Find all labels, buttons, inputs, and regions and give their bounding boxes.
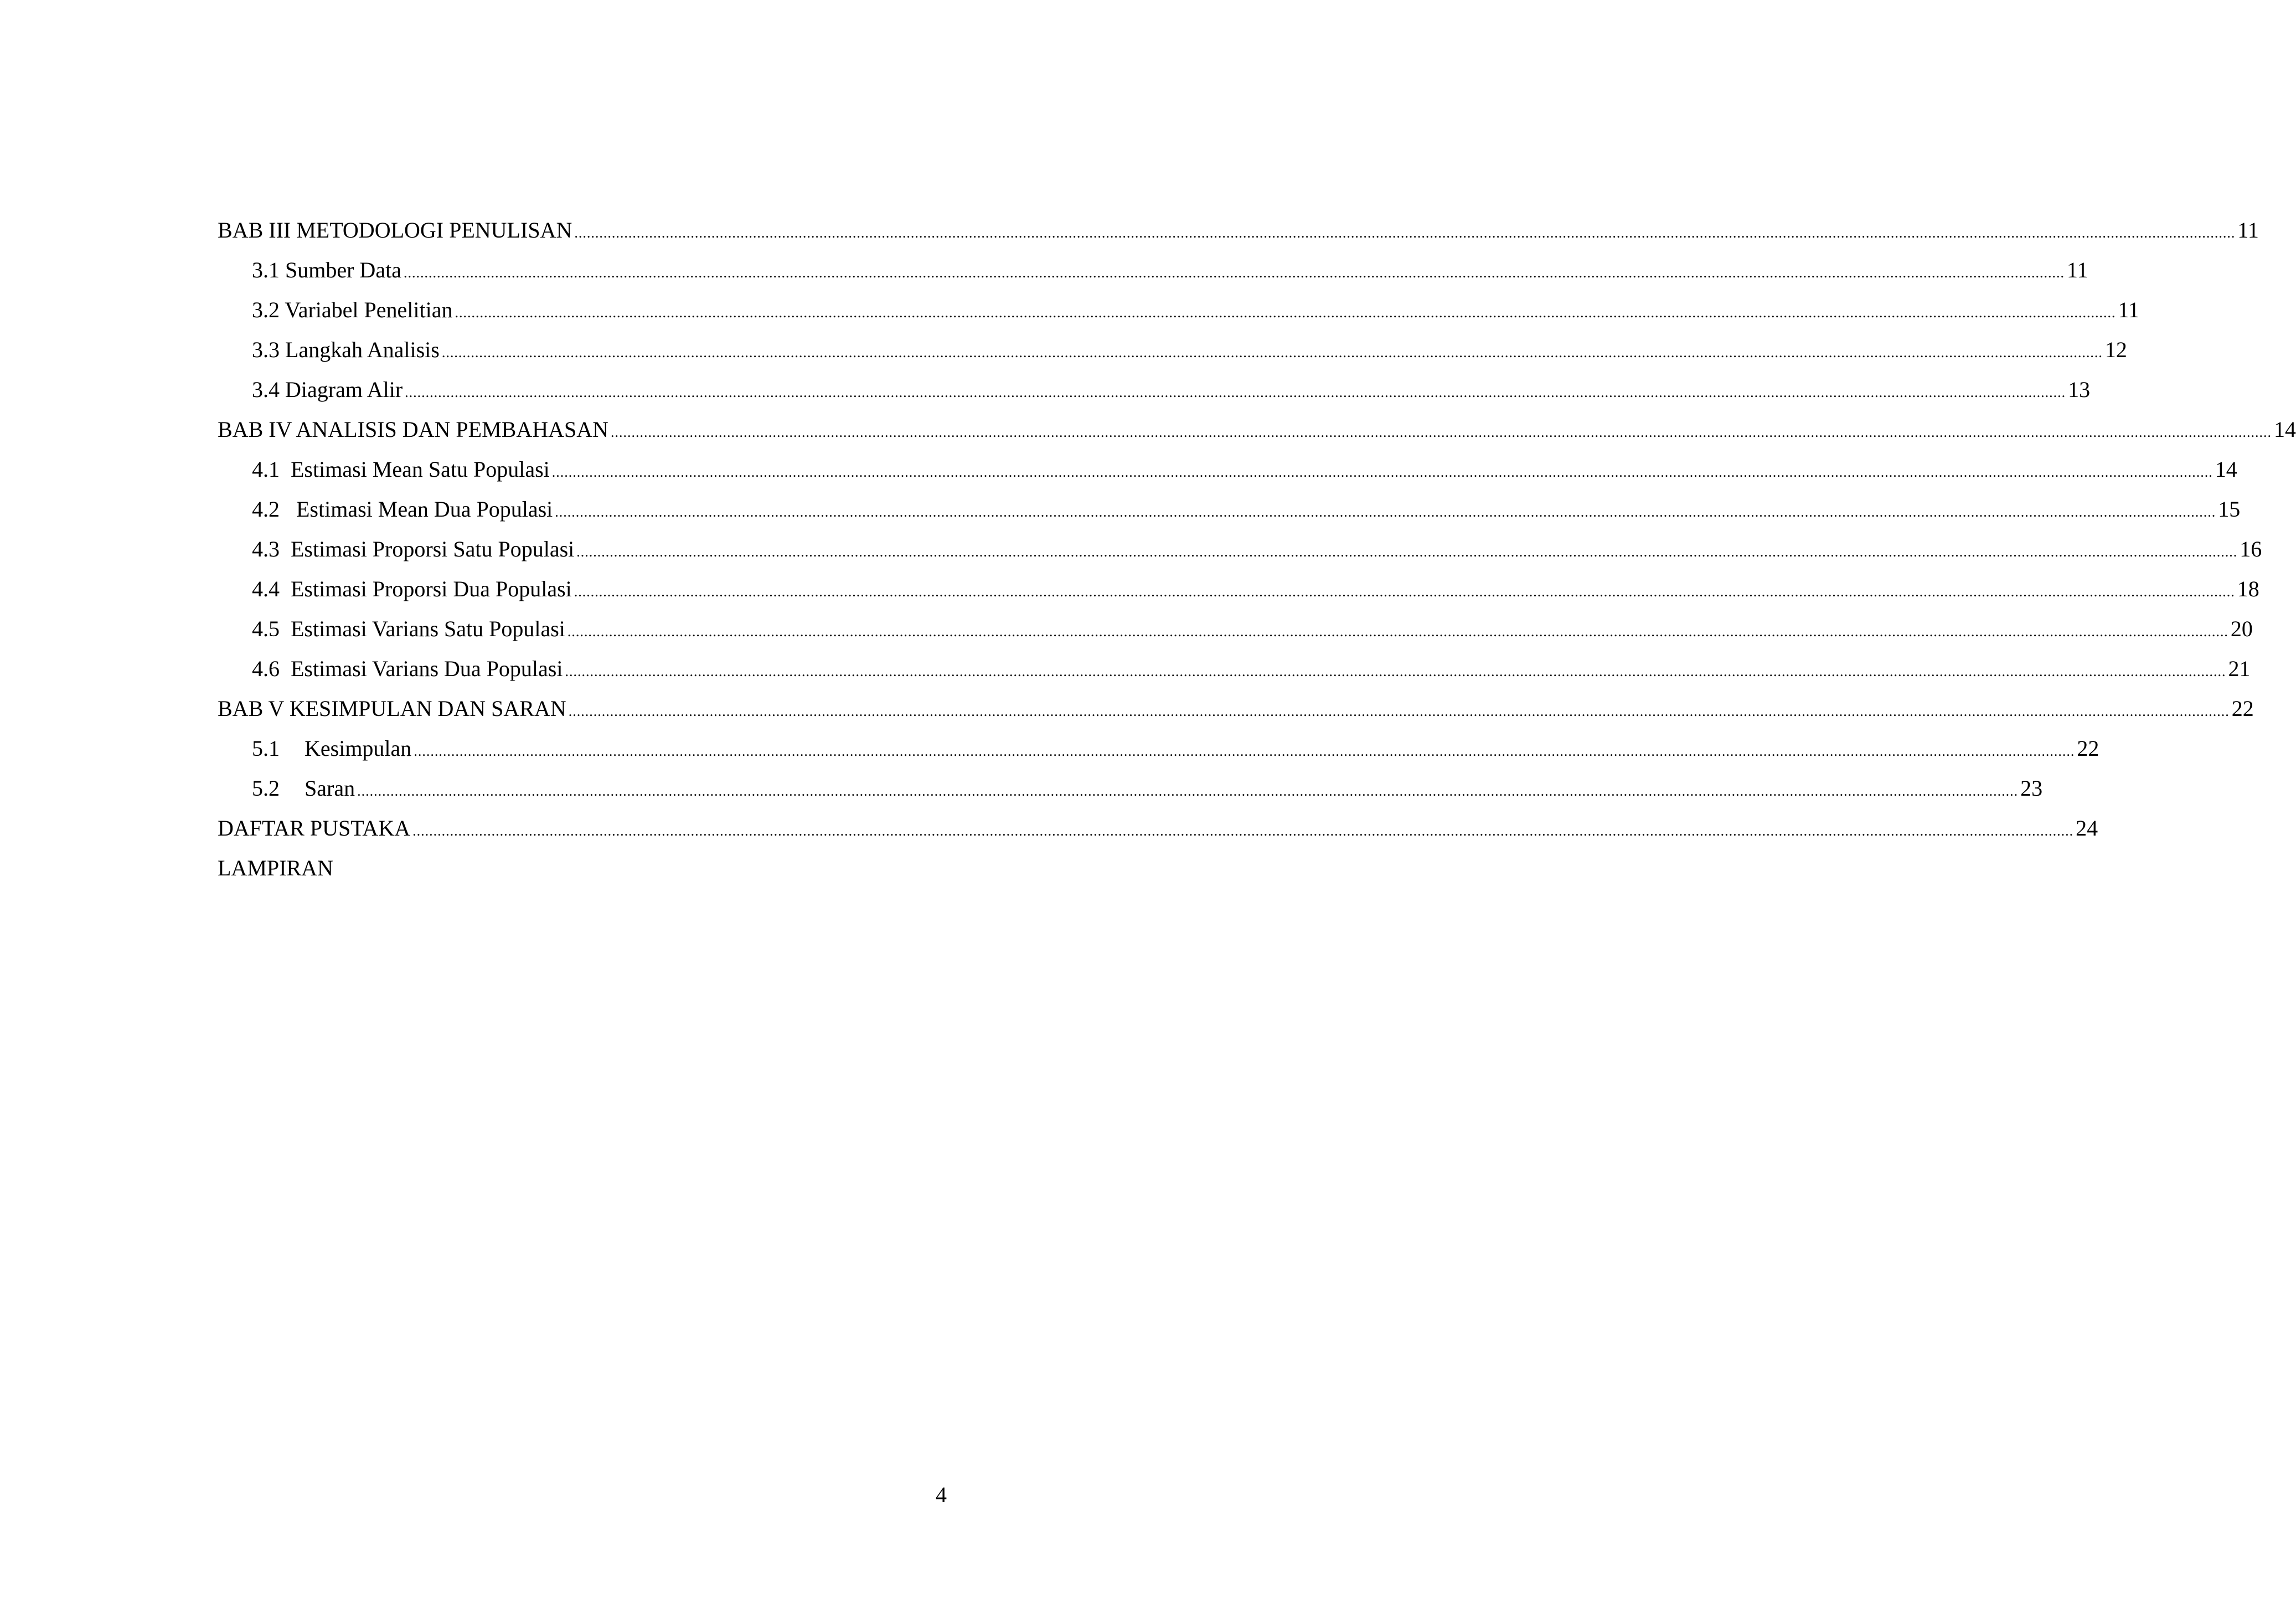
toc-entry-title: Estimasi Proporsi Dua Populasi: [291, 576, 572, 601]
dot-leader: ................................................................................................................................................................................................................................................................................................................................................................................................................: [565, 663, 2226, 679]
toc-entry-page: 13: [2068, 377, 2091, 402]
dot-leader: ................................................................................................................................................................................................................................................................................................................................................................................................................: [414, 743, 2075, 759]
toc-entry-bab-5[interactable]: [218, 692, 2254, 725]
dot-leader: ................................................................................................................................................................................................................................................................................................................................................................................................................: [412, 823, 2074, 839]
toc-entry-4-1[interactable]: [252, 453, 2237, 486]
toc-entry-number: 4.6: [252, 656, 280, 681]
toc-entry-number: 4.3: [252, 537, 280, 561]
toc-entry-page: 11: [2066, 257, 2088, 282]
toc-entry-page: 22: [2231, 696, 2254, 721]
dot-leader: ................................................................................................................................................................................................................................................................................................................................................................................................................: [574, 225, 2236, 241]
toc-entry-number: 4.2: [252, 497, 280, 522]
toc-entry-label: 3.4 Diagram Alir: [252, 377, 403, 402]
dot-leader: ................................................................................................................................................................................................................................................................................................................................................................................................................: [405, 384, 2066, 400]
toc-entry-page: 22: [2077, 736, 2099, 761]
dot-leader: ................................................................................................................................................................................................................................................................................................................................................................................................................: [455, 305, 2116, 321]
toc-entry-label: DAFTAR PUSTAKA: [218, 816, 411, 841]
toc-entry-label: [252, 533, 574, 566]
toc-entry-label: 3.3 Langkah Analisis: [252, 337, 440, 362]
dot-leader: ................................................................................................................................................................................................................................................................................................................................................................................................................: [555, 504, 2216, 520]
toc-entry-label: BAB V KESIMPULAN DAN SARAN: [218, 696, 566, 721]
toc-entry-lampiran[interactable]: [218, 852, 959, 885]
toc-entry-label: [252, 453, 550, 486]
toc-entry-title: Kesimpulan: [305, 736, 412, 761]
dot-leader: ................................................................................................................................................................................................................................................................................................................................................................................................................: [568, 703, 2230, 719]
toc-entry-label: 3.1 Sumber Data: [252, 257, 401, 282]
toc-entry-3-2[interactable]: [252, 293, 2140, 327]
toc-entry-page: 24: [2076, 816, 2098, 841]
toc-entry-number: 5.2: [252, 776, 280, 801]
toc-entry-label: [252, 772, 355, 805]
toc-entry-4-6[interactable]: [252, 652, 2251, 685]
toc-entry-3-4[interactable]: [252, 373, 2091, 406]
toc-entry-page: 15: [2218, 497, 2241, 522]
toc-entry-5-2[interactable]: [252, 772, 2043, 805]
toc-entry-3-3[interactable]: [252, 333, 2127, 367]
toc-entry-3-1[interactable]: [252, 254, 2088, 287]
toc-entry-4-4[interactable]: [252, 573, 2259, 606]
toc-entry-page: 18: [2237, 576, 2259, 601]
toc-entry-4-5[interactable]: [252, 612, 2253, 646]
dot-leader: ................................................................................................................................................................................................................................................................................................................................................................................................................: [567, 623, 2228, 640]
toc-entry-page: 12: [2104, 337, 2127, 362]
toc-entry-page: 14: [2274, 417, 2296, 442]
dot-leader: ................................................................................................................................................................................................................................................................................................................................................................................................................: [574, 584, 2235, 600]
toc-entry-label: [252, 573, 572, 606]
dot-leader: ................................................................................................................................................................................................................................................................................................................................................................................................................: [551, 464, 2213, 480]
dot-leader: ................................................................................................................................................................................................................................................................................................................................................................................................................: [576, 544, 2238, 560]
toc-entry-label: LAMPIRAN: [218, 855, 333, 880]
toc-entry-label: [252, 612, 565, 646]
toc-entry-title: Estimasi Mean Dua Populasi: [296, 497, 553, 522]
toc-entry-title: Estimasi Varians Satu Populasi: [291, 616, 565, 641]
toc-entry-title: Estimasi Proporsi Satu Populasi: [291, 537, 575, 561]
toc-entry-page: 11: [2118, 297, 2140, 322]
toc-entry-label: [252, 652, 563, 685]
toc-entry-title: Estimasi Mean Satu Populasi: [291, 457, 550, 482]
toc-entry-bab-3[interactable]: [218, 214, 2259, 247]
toc-entry-bab-4[interactable]: [218, 413, 2296, 446]
toc-entry-5-1[interactable]: [252, 732, 2099, 765]
toc-entry-page: 21: [2228, 656, 2251, 681]
toc-entry-4-3[interactable]: [252, 533, 2262, 566]
toc-entry-label: [252, 493, 553, 526]
toc-entry-label: BAB IV ANALISIS DAN PEMBAHASAN: [218, 417, 609, 442]
toc-entry-label: BAB III METODOLOGI PENULISAN: [218, 218, 572, 243]
dot-leader: ................................................................................................................................................................................................................................................................................................................................................................................................................: [441, 344, 2103, 360]
toc-entry-label: [252, 732, 411, 765]
toc-entry-title: Estimasi Varians Dua Populasi: [291, 656, 563, 681]
toc-entry-daftar-pustaka[interactable]: [218, 812, 2098, 845]
page-number: 4: [936, 1482, 947, 1507]
toc-entry-number: 5.1: [252, 736, 280, 761]
dot-leader: ................................................................................................................................................................................................................................................................................................................................................................................................................: [611, 424, 2272, 440]
toc-entry-page: 16: [2240, 537, 2262, 561]
toc-entry-label: 3.2 Variabel Penelitian: [252, 297, 453, 322]
toc-entry-number: 4.1: [252, 457, 280, 482]
toc-entry-number: 4.4: [252, 576, 280, 601]
toc-entry-page: 23: [2020, 776, 2043, 801]
dot-leader: ................................................................................................................................................................................................................................................................................................................................................................................................................: [403, 265, 2065, 281]
toc-entry-page: 11: [2237, 218, 2259, 243]
toc-entry-page: 20: [2230, 616, 2253, 641]
dot-leader: ................................................................................................................................................................................................................................................................................................................................................................................................................: [357, 783, 2019, 799]
toc-entry-number: 4.5: [252, 616, 280, 641]
toc-entry-4-2[interactable]: [252, 493, 2241, 526]
toc-entry-page: 14: [2215, 457, 2237, 482]
toc-entry-title: Saran: [305, 776, 355, 801]
